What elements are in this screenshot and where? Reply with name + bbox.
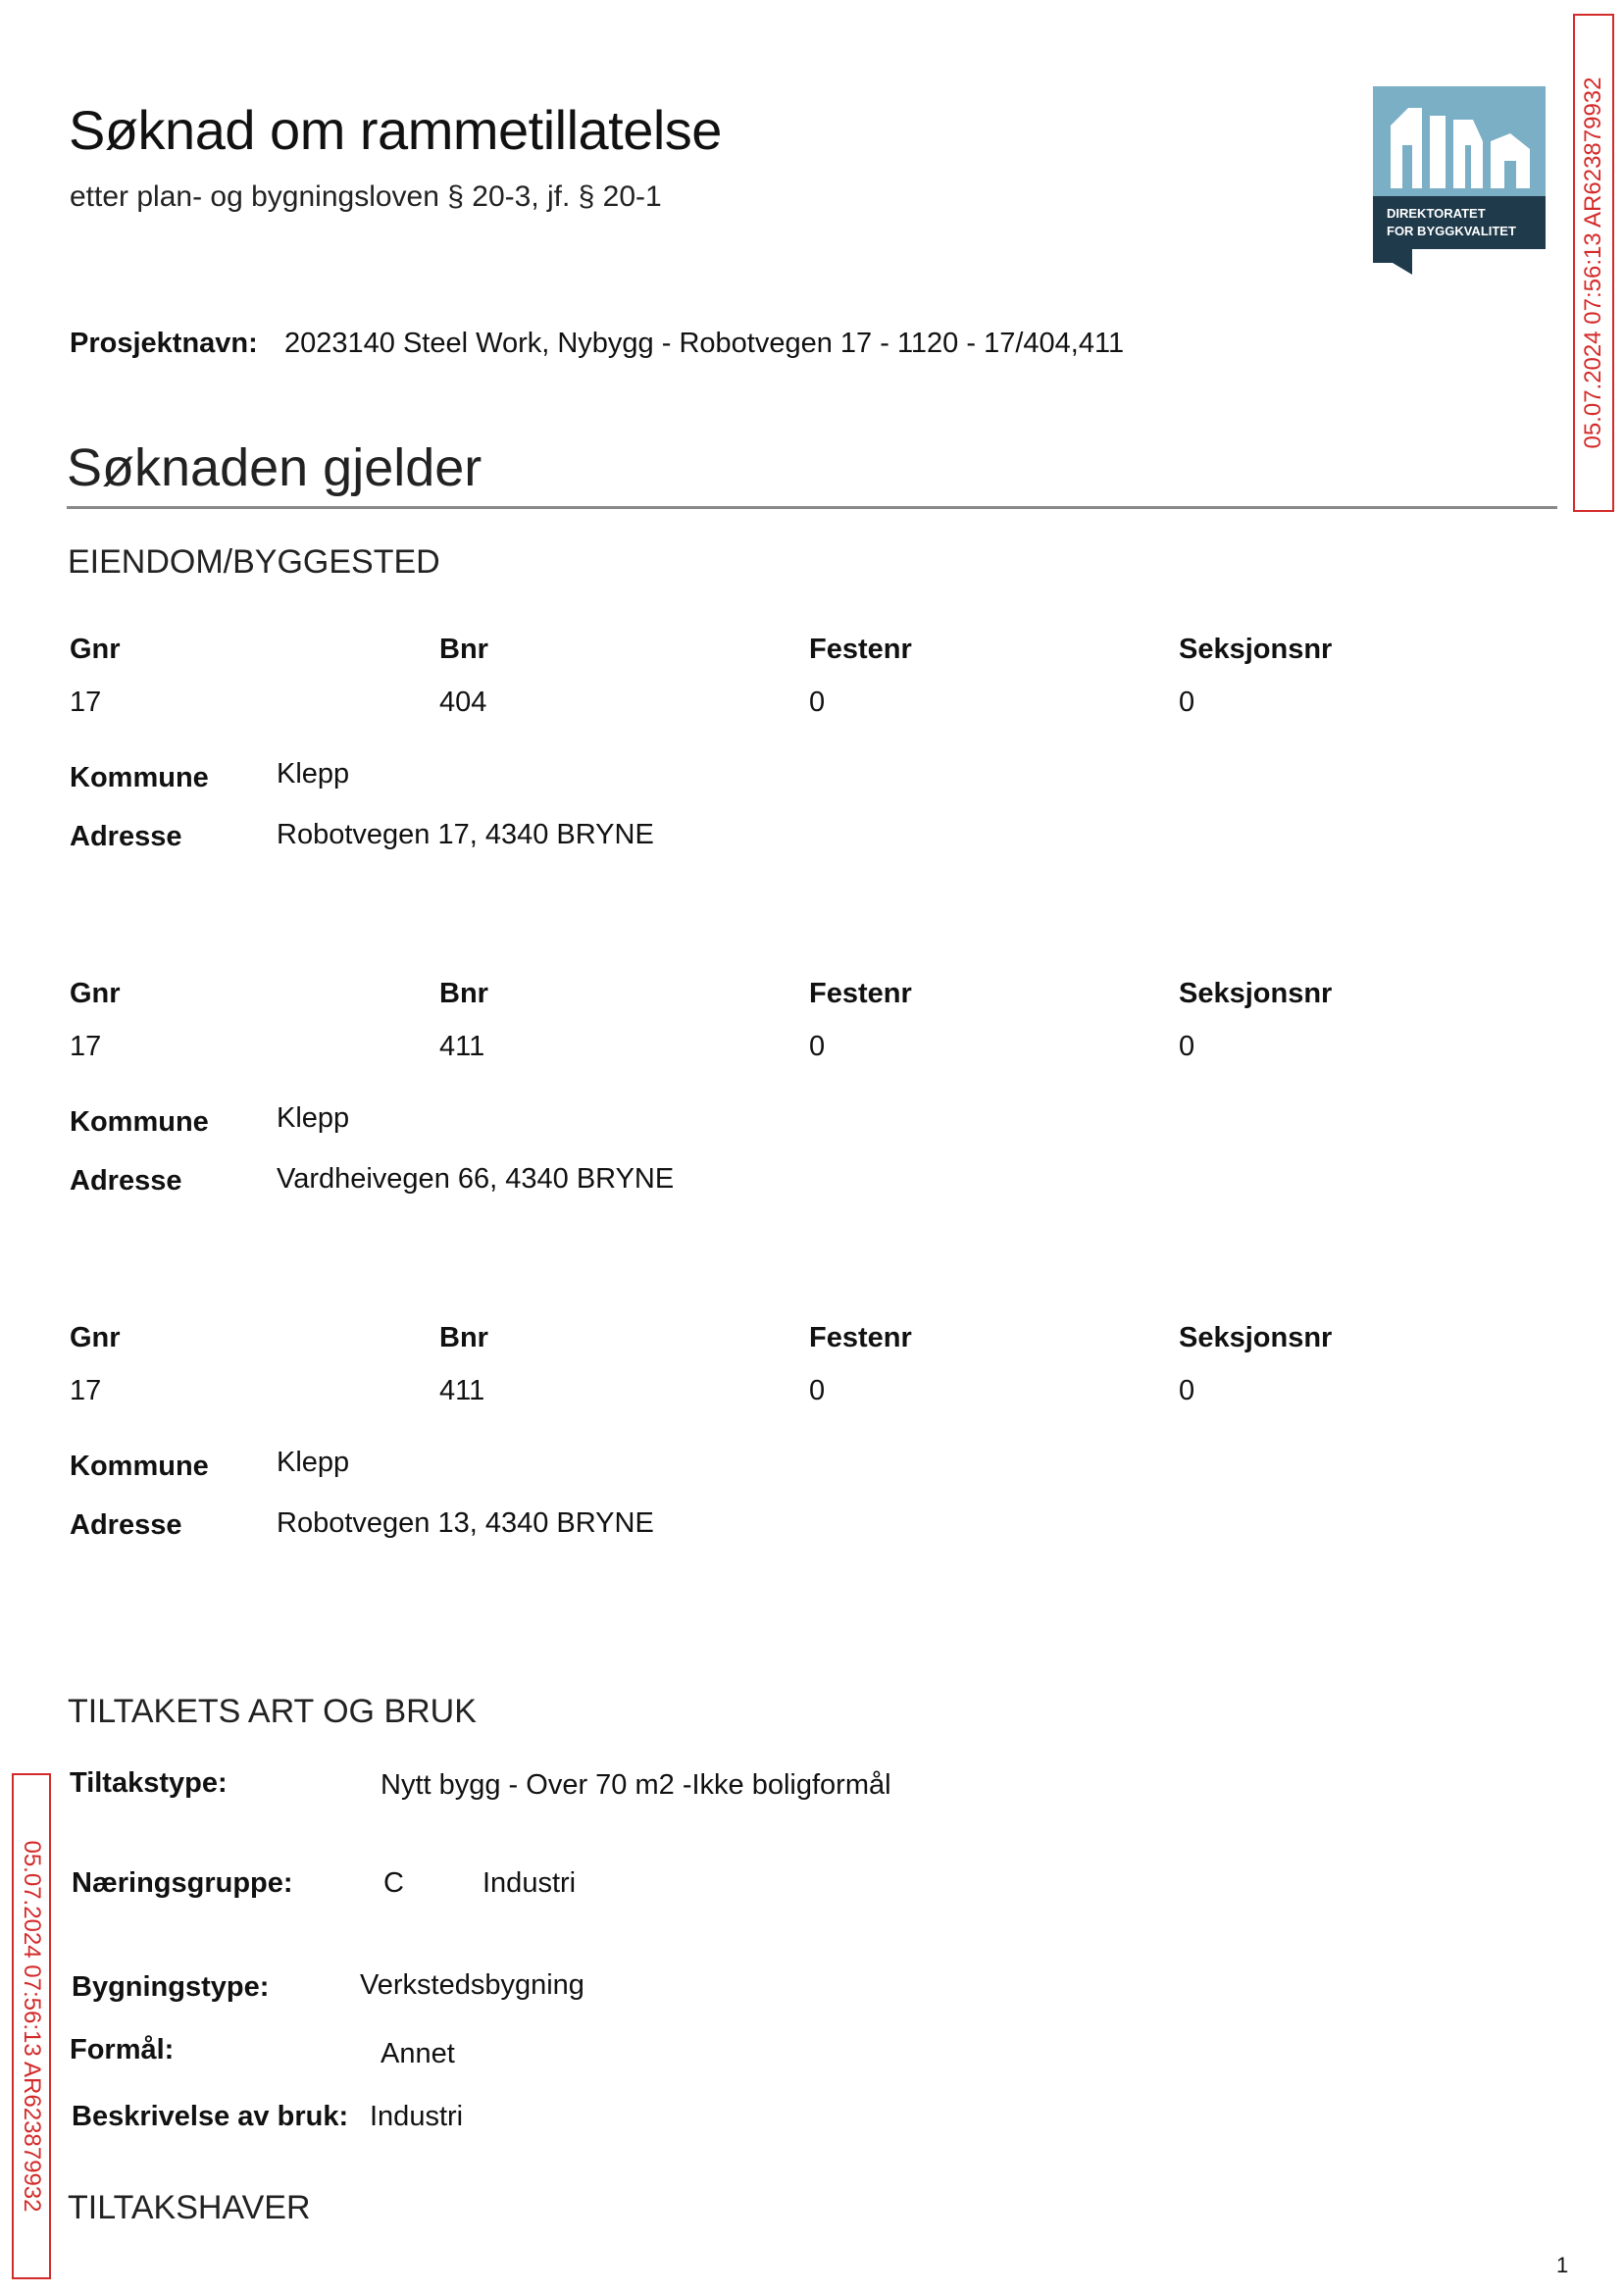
adresse-value: Vardheivegen 66, 4340 BRYNE — [277, 1163, 675, 1195]
dibk-logo — [1373, 86, 1546, 275]
seksjonsnr-header: Seksjonsnr — [1179, 978, 1333, 1009]
date-stamp-left — [12, 1773, 51, 2279]
kommune-value: Klepp — [277, 1102, 350, 1134]
seksjonsnr-value: 0 — [1179, 1031, 1195, 1062]
kommune-label: Kommune — [70, 1451, 209, 1482]
naeringsgruppe-label: Næringsgruppe: — [72, 1867, 293, 1899]
section-divider — [67, 506, 1557, 509]
measure-heading: TILTAKETS ART OG BRUK — [68, 1693, 477, 1730]
bnr-value: 404 — [439, 687, 487, 718]
kommune-value: Klepp — [277, 1447, 350, 1478]
tiltakstype-value: Nytt bygg - Over 70 m2 -Ikke boligformål — [381, 1769, 891, 1801]
naeringsgruppe-value: Industri — [482, 1867, 577, 1899]
adresse-label: Adresse — [70, 821, 182, 852]
tiltakstype-label: Tiltakstype: — [70, 1767, 228, 1799]
formal-value: Annet — [381, 2038, 455, 2069]
seksjonsnr-header: Seksjonsnr — [1179, 634, 1333, 665]
project-label: Prosjektnavn: — [70, 328, 258, 359]
adresse-value: Robotvegen 17, 4340 BRYNE — [277, 819, 654, 850]
adresse-label: Adresse — [70, 1165, 182, 1197]
bnr-header: Bnr — [439, 634, 488, 665]
gnr-value: 17 — [70, 1031, 102, 1062]
festenr-value: 0 — [809, 687, 826, 718]
gnr-header: Gnr — [70, 634, 121, 665]
seksjonsnr-header: Seksjonsnr — [1179, 1322, 1333, 1353]
page-number: 1 — [1556, 2253, 1569, 2277]
applicant-heading: TILTAKSHAVER — [68, 2189, 311, 2226]
document-subtitle: etter plan- og bygningsloven § 20-3, jf. § 20-1 — [70, 180, 662, 213]
bnr-header: Bnr — [439, 1322, 488, 1353]
formal-label: Formål: — [70, 2034, 175, 2065]
bnr-header: Bnr — [439, 978, 488, 1009]
section-heading: Søknaden gjelder — [67, 438, 482, 497]
festenr-header: Festenr — [809, 978, 912, 1009]
gnr-header: Gnr — [70, 1322, 121, 1353]
kommune-label: Kommune — [70, 762, 209, 793]
kommune-label: Kommune — [70, 1106, 209, 1138]
bygningstype-value: Verkstedsbygning — [360, 1969, 584, 2001]
seksjonsnr-value: 0 — [1179, 1375, 1195, 1406]
project-value: 2023140 Steel Work, Nybygg - Robotvegen 17 - 1120 - 17/404,411 — [284, 328, 1125, 359]
logo-line1: DIREKTORATET — [1387, 206, 1486, 221]
festenr-header: Festenr — [809, 1322, 912, 1353]
bnr-value: 411 — [439, 1375, 485, 1406]
logo-line2: FOR BYGGKVALITET — [1387, 224, 1516, 238]
naeringsgruppe-code: C — [383, 1867, 404, 1899]
date-stamp-right — [1573, 14, 1614, 512]
festenr-value: 0 — [809, 1375, 826, 1406]
beskrivelse-label: Beskrivelse av bruk: — [72, 2101, 349, 2132]
bnr-value: 411 — [439, 1031, 485, 1062]
stamp-text: 05.07.2024 07:56:13 AR623879932 — [1580, 76, 1606, 449]
adresse-label: Adresse — [70, 1509, 182, 1541]
document-title: Søknad om rammetillatelse — [69, 99, 722, 161]
bygningstype-label: Bygningstype: — [72, 1971, 270, 2003]
gnr-header: Gnr — [70, 978, 121, 1009]
stamp-text: 05.07.2024 07:56:13 AR623879932 — [19, 1840, 45, 2213]
kommune-value: Klepp — [277, 758, 350, 790]
seksjonsnr-value: 0 — [1179, 687, 1195, 718]
beskrivelse-value: Industri — [370, 2101, 464, 2132]
gnr-value: 17 — [70, 687, 102, 718]
property-heading: EIENDOM/BYGGESTED — [68, 543, 440, 581]
gnr-value: 17 — [70, 1375, 102, 1406]
adresse-value: Robotvegen 13, 4340 BRYNE — [277, 1507, 654, 1539]
festenr-value: 0 — [809, 1031, 826, 1062]
festenr-header: Festenr — [809, 634, 912, 665]
